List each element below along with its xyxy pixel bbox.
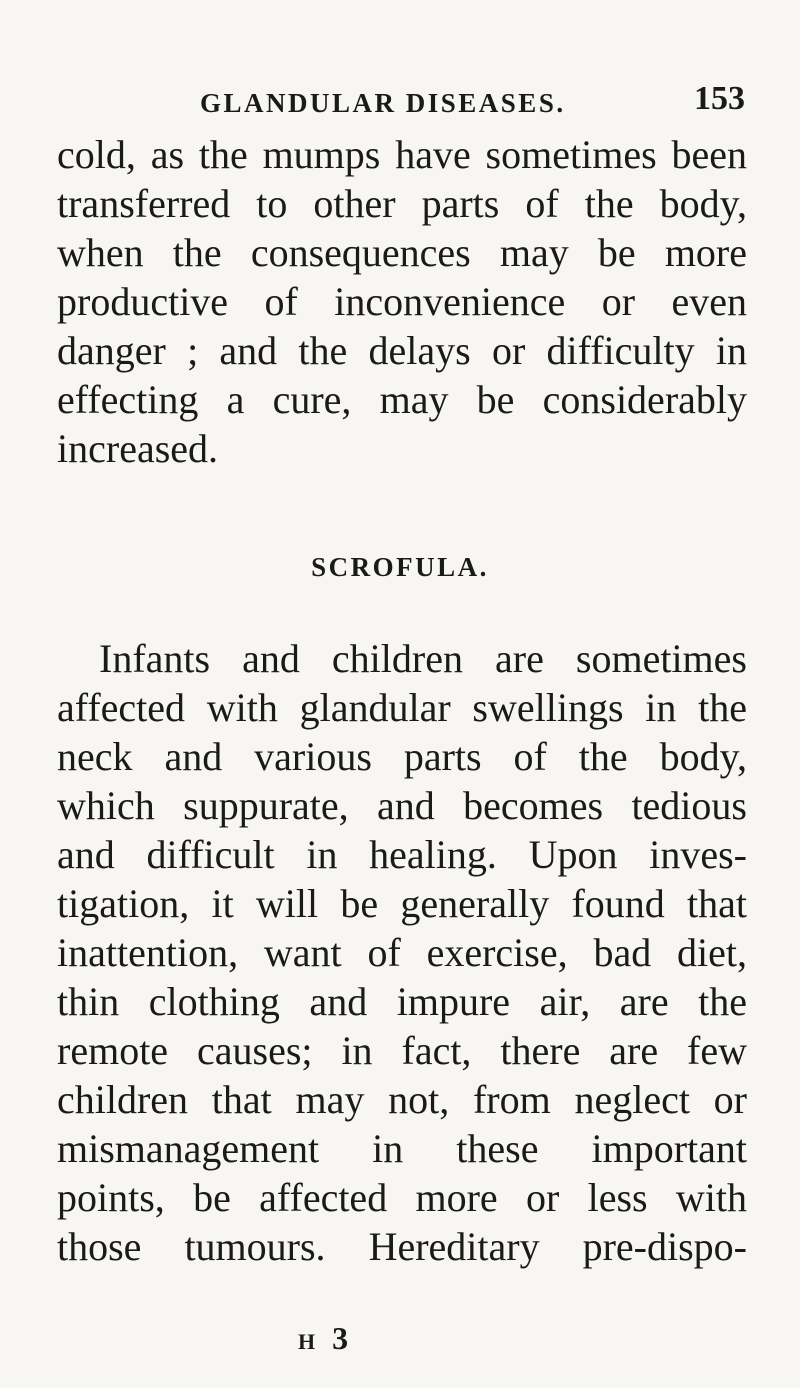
paragraph-continued	[57, 130, 747, 473]
text-line: points, be affected more or less with	[57, 1175, 747, 1220]
text-line: children that may not, from neglect or	[57, 1077, 747, 1122]
text-line: remote causes; in fact, there are few	[57, 1028, 747, 1073]
text-line: those tumours. Hereditary pre-dispo-	[57, 1224, 747, 1269]
signature-mark	[298, 1320, 351, 1357]
running-head	[200, 80, 745, 120]
text-line: danger ; and the delays or difficulty in	[57, 328, 747, 373]
text-line: when the consequences may be more	[57, 230, 747, 275]
text-line: productive of inconvenience or even	[57, 279, 747, 324]
text-line: increased.	[57, 426, 219, 471]
section-heading: SCROFULA.	[311, 552, 489, 582]
text-line: neck and various parts of the body,	[57, 734, 747, 779]
text-line: affected with glandular swellings in the	[57, 685, 747, 730]
text-line: mismanagement in these important	[57, 1126, 747, 1171]
signature-letter: H	[298, 1329, 319, 1354]
text-line: and difficult in healing. Upon inves-	[57, 832, 747, 877]
text-line: effecting a cure, may be considerably	[57, 377, 747, 422]
text-line: inattention, want of exercise, bad diet,	[57, 930, 747, 975]
paragraph-scrofula	[57, 634, 747, 1271]
running-title: GLANDULAR DISEASES.	[200, 88, 566, 118]
page-number: 153	[694, 80, 745, 117]
text-line: which suppurate, and becomes tedious	[57, 783, 747, 828]
text-line: thin clothing and impure air, are the	[57, 979, 747, 1024]
text-line: cold, as the mumps have sometimes been	[57, 132, 747, 177]
text-line: Infants and children are sometimes	[99, 636, 747, 681]
text-line: tigation, it will be generally found that	[57, 881, 747, 926]
text-line: transferred to other parts of the body,	[57, 181, 747, 226]
signature-number: 3	[332, 1320, 352, 1356]
